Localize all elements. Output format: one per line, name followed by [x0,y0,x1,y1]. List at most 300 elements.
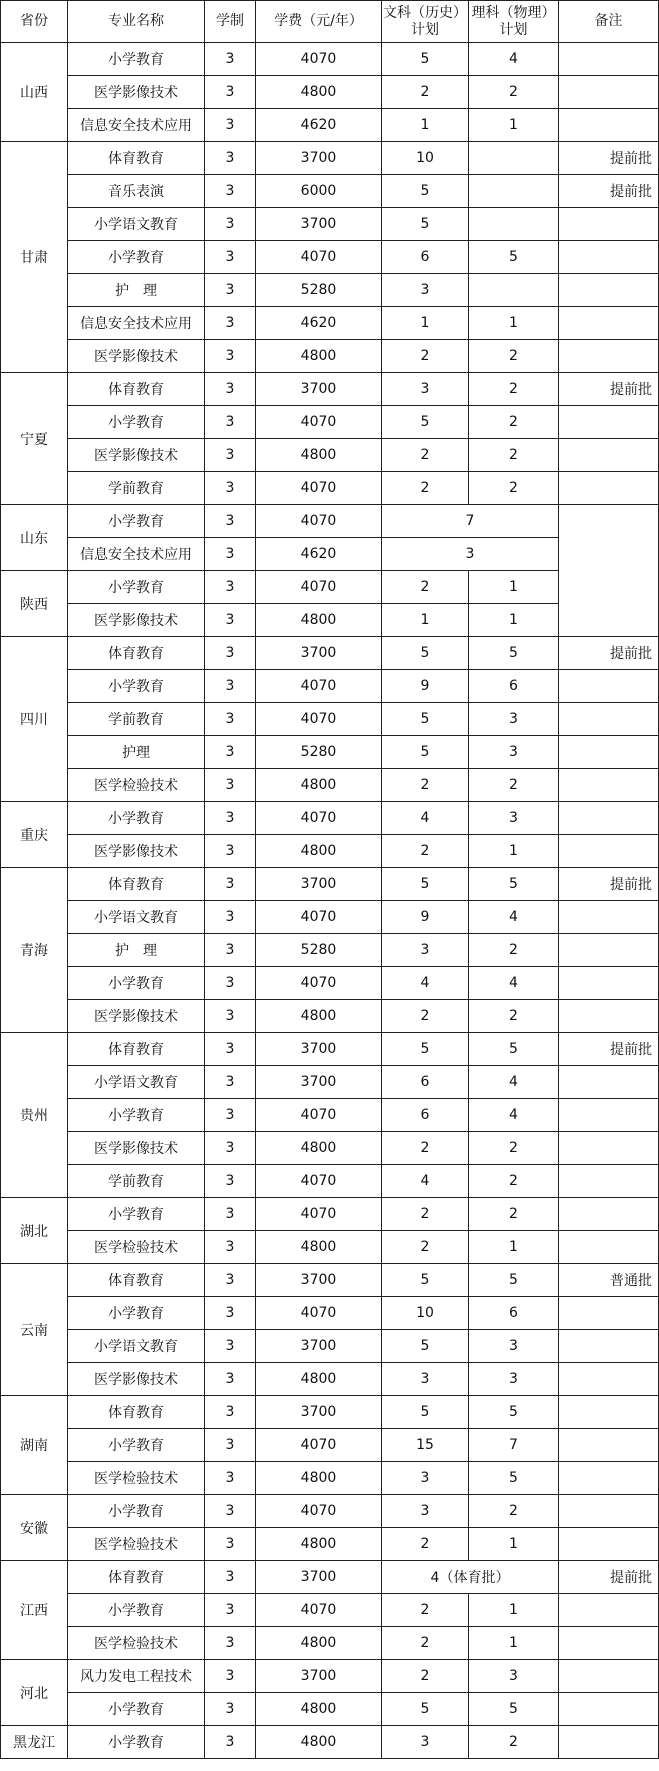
fee-cell: 4800 [256,1693,382,1726]
major-cell: 小学教育 [68,571,205,604]
arts-plan-cell: 2 [382,1528,469,1561]
table-row [1,76,659,109]
merged-plan-cell: 3 [382,538,559,571]
fee-cell: 6000 [256,175,382,208]
remark-cell [559,769,659,802]
province-cell: 湖北 [1,1198,68,1264]
fee-cell: 3700 [256,1396,382,1429]
major-cell: 小学教育 [68,670,205,703]
fee-cell: 3700 [256,868,382,901]
arts-plan-cell: 6 [382,241,469,274]
science-plan-cell [469,175,559,208]
province-cell: 四川 [1,637,68,802]
science-plan-cell: 3 [469,703,559,736]
remark-cell: 提前批 [559,142,659,175]
years-cell: 3 [205,703,256,736]
science-plan-cell: 5 [469,637,559,670]
fee-cell: 4070 [256,901,382,934]
major-cell: 医学影像技术 [68,1000,205,1033]
fee-cell: 4070 [256,241,382,274]
fee-cell: 4800 [256,439,382,472]
fee-cell: 3700 [256,142,382,175]
table-row [1,340,659,373]
science-plan-cell: 2 [469,769,559,802]
remark-cell [559,736,659,769]
years-cell: 3 [205,571,256,604]
table-row [1,1000,659,1033]
years-cell: 3 [205,1132,256,1165]
fee-cell: 4070 [256,1297,382,1330]
fee-cell: 4070 [256,406,382,439]
remark-cell: 普通批 [559,1264,659,1297]
table-row [1,1561,659,1594]
major-cell: 体育教育 [68,142,205,175]
remark-cell: 提前批 [559,637,659,670]
years-cell: 3 [205,439,256,472]
fee-cell: 4800 [256,1000,382,1033]
table-row [1,934,659,967]
remark-cell [559,802,659,835]
years-cell: 3 [205,274,256,307]
fee-cell: 4070 [256,1198,382,1231]
science-plan-cell: 1 [469,571,559,604]
science-plan-cell: 2 [469,472,559,505]
table-row [1,1660,659,1693]
fee-cell: 3700 [256,1660,382,1693]
science-plan-cell: 3 [469,1363,559,1396]
province-cell: 山东 [1,505,68,571]
table-row [1,637,659,670]
remark-cell [559,1099,659,1132]
arts-plan-cell: 2 [382,1660,469,1693]
merged-plan-cell: 7 [382,505,559,538]
table-row [1,1594,659,1627]
arts-plan-cell: 3 [382,1462,469,1495]
years-cell: 3 [205,967,256,1000]
science-plan-cell: 2 [469,1165,559,1198]
arts-plan-cell: 2 [382,340,469,373]
remark-cell [559,241,659,274]
remark-cell [559,1297,659,1330]
major-cell: 小学语文教育 [68,208,205,241]
science-plan-cell: 1 [469,1594,559,1627]
fee-cell: 4070 [256,1099,382,1132]
major-cell: 体育教育 [68,1033,205,1066]
years-cell: 3 [205,769,256,802]
province-cell: 贵州 [1,1033,68,1198]
arts-plan-cell: 1 [382,307,469,340]
years-cell: 3 [205,340,256,373]
table-row [1,1495,659,1528]
major-cell: 小学教育 [68,1297,205,1330]
years-cell: 3 [205,1495,256,1528]
fee-cell: 4800 [256,769,382,802]
remark-cell [559,76,659,109]
science-plan-cell: 2 [469,934,559,967]
major-cell: 小学教育 [68,1429,205,1462]
fee-cell: 5280 [256,934,382,967]
arts-plan-cell: 5 [382,43,469,76]
table-row [1,1363,659,1396]
province-cell: 重庆 [1,802,68,868]
table-row [1,736,659,769]
science-plan-cell: 2 [469,1495,559,1528]
table-row [1,670,659,703]
science-plan-cell: 4 [469,967,559,1000]
fee-cell: 4070 [256,1495,382,1528]
years-cell: 3 [205,901,256,934]
years-cell: 3 [205,1726,256,1759]
science-plan-cell: 3 [469,736,559,769]
years-cell: 3 [205,934,256,967]
table-row [1,373,659,406]
major-cell: 医学检验技术 [68,1627,205,1660]
arts-plan-cell: 15 [382,1429,469,1462]
arts-plan-cell: 5 [382,175,469,208]
remark-cell [559,1165,659,1198]
arts-plan-cell: 4 [382,802,469,835]
table-row [1,1429,659,1462]
fee-cell: 3700 [256,373,382,406]
years-cell: 3 [205,868,256,901]
science-plan-cell: 2 [469,76,559,109]
table-row [1,241,659,274]
remark-cell [559,109,659,142]
remark-cell [559,1495,659,1528]
province-cell: 青海 [1,868,68,1033]
years-cell: 3 [205,1231,256,1264]
science-plan-cell: 1 [469,307,559,340]
years-cell: 3 [205,1429,256,1462]
fee-cell: 4800 [256,604,382,637]
years-cell: 3 [205,1462,256,1495]
fee-cell: 4800 [256,1231,382,1264]
arts-plan-cell: 2 [382,76,469,109]
table-row [1,1330,659,1363]
province-cell: 甘肃 [1,142,68,373]
arts-plan-cell: 2 [382,439,469,472]
years-cell: 3 [205,175,256,208]
remark-cell [559,406,659,439]
arts-plan-cell: 2 [382,769,469,802]
arts-plan-cell: 9 [382,901,469,934]
remark-cell [559,439,659,472]
years-cell: 3 [205,109,256,142]
major-cell: 小学教育 [68,43,205,76]
arts-plan-cell: 2 [382,1594,469,1627]
fee-cell: 3700 [256,208,382,241]
fee-cell: 4070 [256,670,382,703]
science-plan-cell: 2 [469,439,559,472]
province-cell: 河北 [1,1660,68,1726]
table-row [1,1033,659,1066]
table-row [1,1396,659,1429]
arts-plan-cell: 1 [382,109,469,142]
major-cell: 小学教育 [68,967,205,1000]
fee-cell: 4800 [256,1132,382,1165]
science-plan-cell: 3 [469,1660,559,1693]
major-cell: 体育教育 [68,868,205,901]
remark-cell [559,274,659,307]
science-plan-cell: 5 [469,1264,559,1297]
table-row [1,1726,659,1759]
remark-cell [559,901,659,934]
major-cell: 医学影像技术 [68,76,205,109]
fee-cell: 3700 [256,1264,382,1297]
table-row [1,1231,659,1264]
fee-cell: 3700 [256,1033,382,1066]
table-row [1,1165,659,1198]
years-cell: 3 [205,670,256,703]
years-cell: 3 [205,736,256,769]
remark-cell [559,1363,659,1396]
major-cell: 医学影像技术 [68,604,205,637]
remark-cell [559,703,659,736]
major-cell: 医学影像技术 [68,340,205,373]
years-cell: 3 [205,76,256,109]
province-cell: 宁夏 [1,373,68,505]
years-cell: 3 [205,637,256,670]
fee-cell: 4800 [256,1627,382,1660]
fee-cell: 5280 [256,274,382,307]
science-plan-cell: 5 [469,1396,559,1429]
remark-cell [559,967,659,1000]
fee-cell: 4070 [256,802,382,835]
years-cell: 3 [205,241,256,274]
fee-cell: 4070 [256,1165,382,1198]
years-cell: 3 [205,604,256,637]
years-cell: 3 [205,1165,256,1198]
major-cell: 风力发电工程技术 [68,1660,205,1693]
science-plan-cell: 5 [469,1033,559,1066]
fee-cell: 3700 [256,637,382,670]
years-cell: 3 [205,1660,256,1693]
science-plan-cell: 1 [469,1627,559,1660]
major-cell: 信息安全技术应用 [68,307,205,340]
remark-cell [559,1660,659,1693]
science-plan-cell: 4 [469,1066,559,1099]
years-cell: 3 [205,1594,256,1627]
table-row [1,1264,659,1297]
header-row [1,1,659,43]
years-cell: 3 [205,1528,256,1561]
remark-cell [559,1000,659,1033]
arts-plan-cell: 2 [382,1198,469,1231]
years-cell: 3 [205,1396,256,1429]
arts-plan-cell: 5 [382,1330,469,1363]
years-cell: 3 [205,1363,256,1396]
science-plan-cell [469,208,559,241]
remark-cell [559,835,659,868]
science-plan-cell [469,274,559,307]
science-plan-cell: 2 [469,406,559,439]
major-cell: 医学影像技术 [68,835,205,868]
science-plan-cell: 6 [469,1297,559,1330]
header-remark: 备注 [559,1,659,43]
years-cell: 3 [205,406,256,439]
table-row [1,967,659,1000]
major-cell: 小学教育 [68,802,205,835]
science-plan-cell: 1 [469,1231,559,1264]
years-cell: 3 [205,1561,256,1594]
table-row [1,274,659,307]
fee-cell: 4620 [256,538,382,571]
major-cell: 医学影像技术 [68,1132,205,1165]
science-plan-cell: 1 [469,604,559,637]
table-row [1,1627,659,1660]
major-cell: 体育教育 [68,1396,205,1429]
years-cell: 3 [205,142,256,175]
arts-plan-cell: 5 [382,208,469,241]
header-major: 专业名称 [68,1,205,43]
arts-plan-cell: 2 [382,472,469,505]
major-cell: 小学教育 [68,1594,205,1627]
major-cell: 医学检验技术 [68,1462,205,1495]
fee-cell: 4070 [256,472,382,505]
header-fee: 学费（元/年） [256,1,382,43]
major-cell: 学前教育 [68,703,205,736]
arts-plan-cell: 10 [382,142,469,175]
remark-cell: 提前批 [559,1033,659,1066]
province-cell: 陕西 [1,571,68,637]
fee-cell: 4800 [256,835,382,868]
arts-plan-cell: 2 [382,1627,469,1660]
arts-plan-cell: 9 [382,670,469,703]
science-plan-cell: 5 [469,868,559,901]
major-cell: 小学教育 [68,1099,205,1132]
arts-plan-cell: 5 [382,1264,469,1297]
province-cell: 山西 [1,43,68,142]
major-cell: 体育教育 [68,1561,205,1594]
table-row [1,835,659,868]
table-row [1,175,659,208]
table-body [1,43,659,1759]
arts-plan-cell: 2 [382,835,469,868]
fee-cell: 4800 [256,1363,382,1396]
table-row [1,1528,659,1561]
years-cell: 3 [205,1693,256,1726]
major-cell: 小学教育 [68,406,205,439]
major-cell: 护 理 [68,934,205,967]
years-cell: 3 [205,43,256,76]
remark-cell [559,43,659,76]
fee-cell: 4800 [256,1528,382,1561]
remark-cell [559,1693,659,1726]
science-plan-cell: 7 [469,1429,559,1462]
major-cell: 小学教育 [68,241,205,274]
major-cell: 小学教育 [68,1693,205,1726]
years-cell: 3 [205,1627,256,1660]
science-plan-cell: 5 [469,1462,559,1495]
arts-plan-cell: 2 [382,1000,469,1033]
major-cell: 信息安全技术应用 [68,538,205,571]
science-plan-cell: 2 [469,373,559,406]
arts-plan-cell: 4 [382,967,469,1000]
major-cell: 小学语文教育 [68,1066,205,1099]
table-row [1,703,659,736]
arts-plan-cell: 5 [382,703,469,736]
table-row [1,472,659,505]
years-cell: 3 [205,472,256,505]
arts-plan-cell: 5 [382,736,469,769]
science-plan-cell: 3 [469,802,559,835]
fee-cell: 4620 [256,307,382,340]
fee-cell: 3700 [256,1561,382,1594]
years-cell: 3 [205,1198,256,1231]
major-cell: 学前教育 [68,472,205,505]
table-row [1,868,659,901]
major-cell: 医学检验技术 [68,1231,205,1264]
remark-cell: 提前批 [559,1561,659,1594]
table-row [1,1693,659,1726]
major-cell: 医学检验技术 [68,769,205,802]
remark-cell [559,1330,659,1363]
remark-cell [559,472,659,505]
science-plan-cell: 4 [469,43,559,76]
years-cell: 3 [205,1330,256,1363]
science-plan-cell: 5 [469,241,559,274]
table-row [1,505,659,538]
province-cell: 黑龙江 [1,1726,68,1759]
table-row [1,802,659,835]
remark-cell [559,1627,659,1660]
fee-cell: 4070 [256,571,382,604]
science-plan-cell: 2 [469,1726,559,1759]
arts-plan-cell: 2 [382,1132,469,1165]
remark-cell [559,1594,659,1627]
science-plan-cell: 1 [469,109,559,142]
remark-cell: 提前批 [559,175,659,208]
remark-cell [559,1198,659,1231]
major-cell: 学前教育 [68,1165,205,1198]
major-cell: 医学影像技术 [68,1363,205,1396]
header-years: 学制 [205,1,256,43]
years-cell: 3 [205,1000,256,1033]
province-cell: 湖南 [1,1396,68,1495]
major-cell: 体育教育 [68,1264,205,1297]
arts-plan-cell: 3 [382,373,469,406]
arts-plan-cell: 5 [382,1693,469,1726]
table-row [1,142,659,175]
fee-cell: 4070 [256,967,382,1000]
major-cell: 音乐表演 [68,175,205,208]
table-row [1,1132,659,1165]
arts-plan-cell: 5 [382,637,469,670]
major-cell: 医学影像技术 [68,439,205,472]
province-cell: 安徽 [1,1495,68,1561]
major-cell: 小学语文教育 [68,901,205,934]
merged-plan-cell: 4（体育批） [382,1561,559,1594]
science-plan-cell [469,142,559,175]
years-cell: 3 [205,1033,256,1066]
table-row [1,208,659,241]
remark-cell [559,1066,659,1099]
table-row [1,439,659,472]
arts-plan-cell: 10 [382,1297,469,1330]
remark-cell [559,505,659,637]
science-plan-cell: 4 [469,1099,559,1132]
science-plan-cell: 2 [469,340,559,373]
remark-cell [559,1429,659,1462]
arts-plan-cell: 2 [382,571,469,604]
arts-plan-cell: 5 [382,1396,469,1429]
table-row [1,769,659,802]
science-plan-cell: 2 [469,1132,559,1165]
table-row [1,43,659,76]
fee-cell: 4800 [256,1726,382,1759]
table-row [1,901,659,934]
science-plan-cell: 2 [469,1000,559,1033]
